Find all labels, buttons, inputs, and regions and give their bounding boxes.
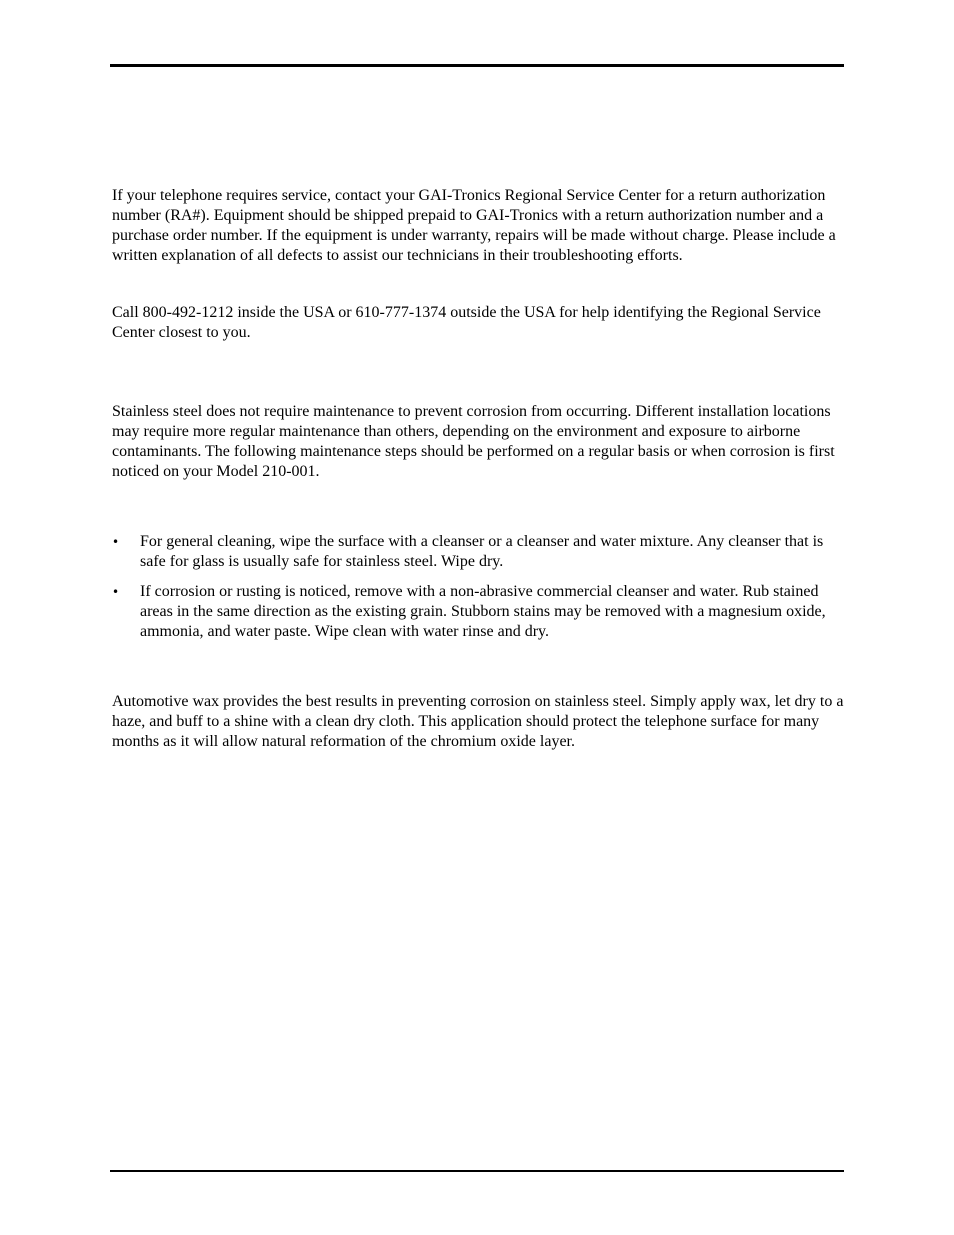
service-paragraph: If your telephone requires service, contact your GAI-Tronics Regional Service Center for a return authorization number (RA#). Equipment should be shipped prepaid to GAI-Tronics with a return authorization number and a purchase order number. If the equipment is under warranty, repairs will be made without charge. Please include a written explanation of all defects to assist our technicians in their troubleshooting efforts.: [112, 187, 836, 264]
bullet-icon: •: [112, 535, 120, 549]
service-contact-paragraph: Call 800-492-1212 inside the USA or 610-777-1374 outside the USA for help identifying the Regional Service Center closest to you.: [112, 304, 821, 341]
list-item: [112, 582, 847, 642]
maintenance-paragraph: Stainless steel does not require maintenance to prevent corrosion from occurring. Different installation locations may require more regular maintenance than others, depending on the environment and exposure to airborne contaminants. The following maintenance steps should be performed on a regular basis or when corrosion is first noticed on your Model 210-001.: [112, 403, 835, 480]
footer-rule: [110, 1170, 844, 1172]
protection-paragraph: Automotive wax provides the best results in preventing corrosion on stainless steel. Simply apply wax, let dry to a haze, and buff to a shine with a clean dry cloth. This application should protect the telephone surface for many months as it will allow natural reformation of the chromium oxide layer.: [112, 693, 844, 750]
list-item: [112, 532, 847, 572]
list-item-text: If corrosion or rusting is noticed, remove with a non-abrasive commercial cleanser and water. Rub stained areas in the same direction as the existing grain. Stubborn stains may be removed with a magnesium oxide, ammonia, and water paste. Wipe clean with water rinse and dry.: [140, 583, 826, 640]
bullet-icon: •: [112, 585, 120, 599]
list-item-text: For general cleaning, wipe the surface with a cleanser or a cleanser and water mixture. Any cleanser that is safe for glass is usually safe for stainless steel. Wipe dry.: [140, 533, 824, 570]
cleaning-list: [112, 532, 847, 642]
header-rule: [110, 64, 844, 67]
